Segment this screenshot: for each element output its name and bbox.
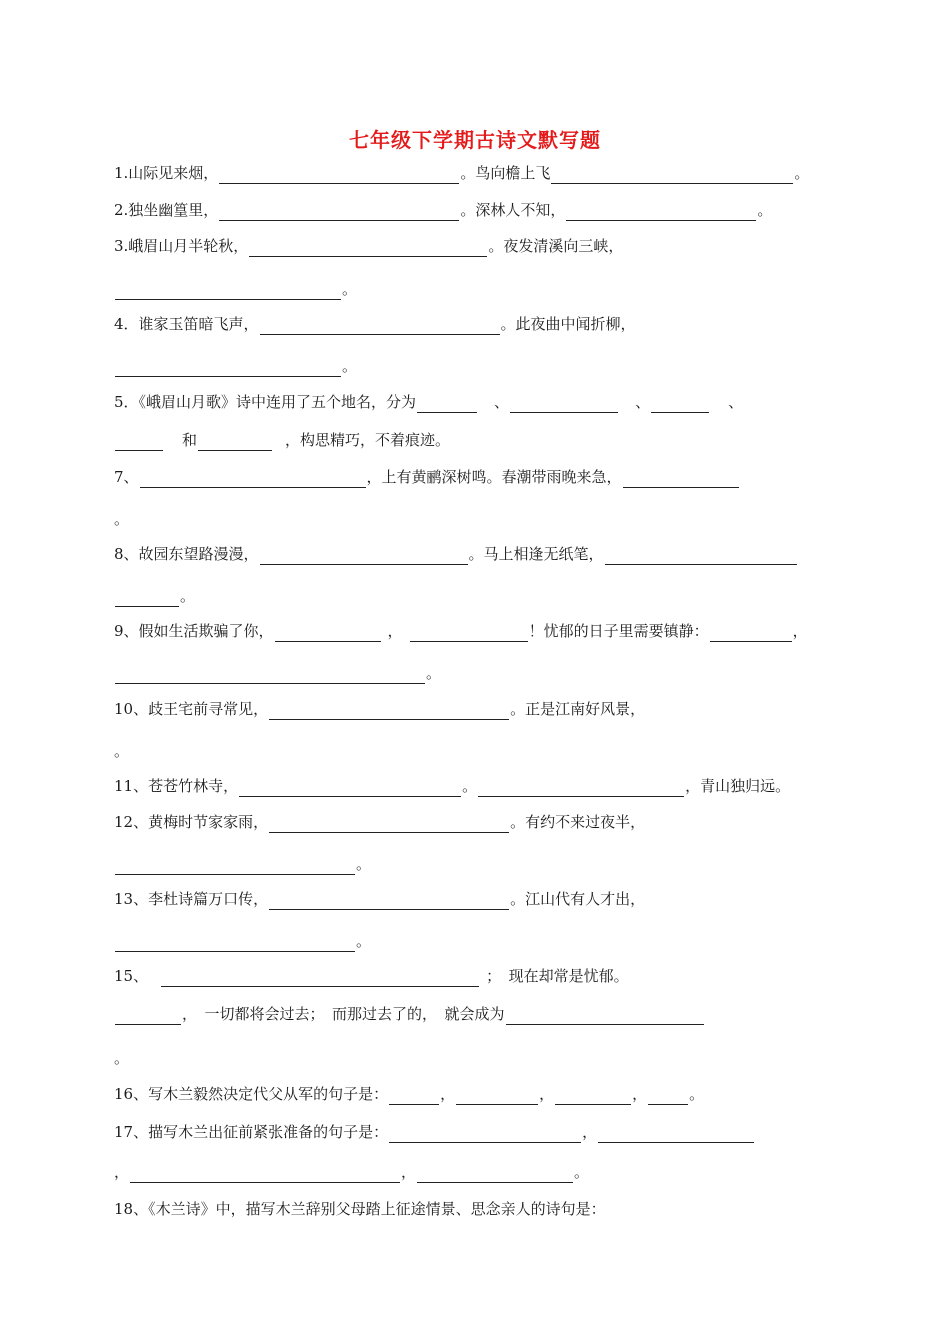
answer-blank[interactable] bbox=[260, 549, 468, 565]
question-text: 、 bbox=[635, 393, 651, 411]
answer-blank[interactable] bbox=[275, 626, 381, 642]
question-text: ， bbox=[539, 1085, 555, 1103]
question-text: 17、描写木兰出征前紧张准备的句子是： bbox=[114, 1123, 389, 1141]
question-text: 5．《峨眉山月歌》诗中连用了五个地名，分为 bbox=[114, 393, 417, 411]
question-15-continued bbox=[114, 1003, 705, 1025]
question-text: 。夜发清溪向三峡， bbox=[488, 237, 624, 255]
answer-blank[interactable] bbox=[269, 704, 509, 720]
question-text: 15、 bbox=[114, 967, 149, 985]
question-1 bbox=[114, 162, 809, 184]
question-text: 。 bbox=[794, 164, 810, 182]
answer-blank[interactable] bbox=[389, 1089, 439, 1105]
question-15 bbox=[114, 965, 629, 987]
answer-blank[interactable] bbox=[478, 781, 684, 797]
question-text: 。 bbox=[114, 1049, 130, 1067]
question-text: ， bbox=[582, 1123, 598, 1141]
question-16 bbox=[114, 1083, 704, 1105]
page-title: 七年级下学期古诗文默写题 bbox=[349, 128, 601, 152]
answer-blank[interactable] bbox=[410, 626, 528, 642]
answer-blank[interactable] bbox=[115, 1009, 181, 1025]
answer-blank[interactable] bbox=[269, 894, 509, 910]
answer-blank[interactable] bbox=[115, 361, 341, 377]
answer-blank[interactable] bbox=[417, 1167, 573, 1183]
question-text: 16、写木兰毅然决定代父从军的句子是： bbox=[114, 1085, 389, 1103]
question-text: 和 bbox=[182, 431, 198, 449]
question-text: 10、歧王宅前寻常见， bbox=[114, 700, 269, 718]
answer-blank[interactable] bbox=[198, 435, 272, 451]
question-5 bbox=[114, 391, 743, 413]
question-9 bbox=[114, 620, 808, 642]
question-8 bbox=[114, 543, 798, 565]
question-text: 。 bbox=[114, 742, 130, 760]
question-text: 7、 bbox=[114, 468, 139, 486]
question-text: 。鸟向檐上飞 bbox=[460, 164, 551, 182]
answer-blank[interactable] bbox=[551, 168, 793, 184]
question-text: 。 bbox=[462, 777, 478, 795]
question-8-continued bbox=[114, 585, 195, 607]
question-7 bbox=[114, 466, 740, 488]
answer-blank[interactable] bbox=[140, 472, 366, 488]
answer-blank[interactable] bbox=[115, 435, 163, 451]
question-text: ！忧郁的日子里需要镇静： bbox=[528, 622, 709, 640]
question-13 bbox=[114, 888, 645, 910]
question-17-continued bbox=[114, 1161, 589, 1183]
answer-blank[interactable] bbox=[651, 397, 709, 413]
answer-blank[interactable] bbox=[566, 205, 756, 221]
answer-blank[interactable] bbox=[510, 397, 618, 413]
question-18 bbox=[114, 1198, 606, 1220]
question-text: ，上有黄鹂深树鸣。春潮带雨晚来急， bbox=[366, 468, 622, 486]
question-13-continued bbox=[114, 930, 371, 952]
question-text: 8、故园东望路漫漫， bbox=[114, 545, 259, 563]
question-text: 11、苍苍竹林寺， bbox=[114, 777, 239, 795]
question-15-end bbox=[114, 1047, 129, 1069]
question-text: 。 bbox=[114, 510, 130, 528]
question-4-continued bbox=[114, 355, 357, 377]
question-text: 。 bbox=[574, 1163, 590, 1181]
answer-blank[interactable] bbox=[115, 284, 341, 300]
answer-blank[interactable] bbox=[115, 591, 179, 607]
question-text: ， bbox=[387, 622, 403, 640]
question-10 bbox=[114, 698, 645, 720]
question-text: 13、李杜诗篇万口传， bbox=[114, 890, 269, 908]
question-text: ， bbox=[632, 1085, 648, 1103]
question-text: 、 bbox=[728, 393, 744, 411]
question-text: 。 bbox=[689, 1085, 705, 1103]
answer-blank[interactable] bbox=[219, 205, 459, 221]
answer-blank[interactable] bbox=[623, 472, 739, 488]
question-text: 。深林人不知， bbox=[460, 201, 566, 219]
question-text: 2.独坐幽篁里， bbox=[114, 201, 219, 219]
question-text: ， bbox=[401, 1163, 417, 1181]
question-7-continued bbox=[114, 508, 129, 530]
question-text: 4．谁家玉笛暗飞声， bbox=[114, 315, 259, 333]
answer-blank[interactable] bbox=[605, 549, 797, 565]
question-text: 12、黄梅时节家家雨， bbox=[114, 813, 269, 831]
question-5-continued bbox=[114, 429, 450, 451]
question-text: 。 bbox=[180, 587, 196, 605]
question-text: 。 bbox=[426, 664, 442, 682]
answer-blank[interactable] bbox=[269, 817, 509, 833]
answer-blank[interactable] bbox=[130, 1167, 400, 1183]
question-text: ， bbox=[440, 1085, 456, 1103]
question-text: 。 bbox=[757, 201, 773, 219]
question-text: ； 现在却常是忧郁。 bbox=[486, 967, 629, 985]
question-11 bbox=[114, 775, 790, 797]
question-text: ， bbox=[114, 1163, 130, 1181]
question-text: 。有约不来过夜半， bbox=[510, 813, 646, 831]
answer-blank[interactable] bbox=[506, 1009, 704, 1025]
answer-blank[interactable] bbox=[598, 1127, 754, 1143]
question-12-continued bbox=[114, 853, 371, 875]
question-4 bbox=[114, 313, 636, 335]
question-text: 9、假如生活欺骗了你， bbox=[114, 622, 274, 640]
answer-blank[interactable] bbox=[115, 668, 425, 684]
question-17 bbox=[114, 1121, 755, 1143]
question-text: 、 bbox=[494, 393, 510, 411]
question-3-continued bbox=[114, 278, 357, 300]
answer-blank[interactable] bbox=[260, 319, 500, 335]
question-text: 3.峨眉山月半轮秋， bbox=[114, 237, 249, 255]
answer-blank[interactable] bbox=[555, 1089, 631, 1105]
question-text: 。 bbox=[342, 357, 358, 375]
answer-blank[interactable] bbox=[115, 936, 355, 952]
question-text: ， bbox=[792, 622, 808, 640]
answer-blank[interactable] bbox=[249, 241, 487, 257]
question-text: ，青山独归远。 bbox=[685, 777, 791, 795]
question-10-continued bbox=[114, 740, 129, 762]
answer-blank[interactable] bbox=[417, 397, 477, 413]
question-12 bbox=[114, 811, 645, 833]
answer-blank[interactable] bbox=[161, 971, 479, 987]
question-text: 。此夜曲中闻折柳， bbox=[500, 315, 636, 333]
answer-blank[interactable] bbox=[115, 859, 355, 875]
answer-blank[interactable] bbox=[239, 781, 461, 797]
question-text: 。 bbox=[356, 855, 372, 873]
answer-blank[interactable] bbox=[389, 1127, 581, 1143]
question-2 bbox=[114, 199, 772, 221]
question-text: 。正是江南好风景， bbox=[510, 700, 646, 718]
answer-blank[interactable] bbox=[710, 626, 792, 642]
question-text: ，构思精巧，不着痕迹。 bbox=[285, 431, 451, 449]
question-text: 。江山代有人才出， bbox=[510, 890, 646, 908]
answer-blank[interactable] bbox=[219, 168, 459, 184]
question-text: 1.山际见来烟， bbox=[114, 164, 219, 182]
question-text: 。马上相逢无纸笔， bbox=[468, 545, 604, 563]
question-text: 。 bbox=[342, 280, 358, 298]
question-3 bbox=[114, 235, 623, 257]
question-text: ， 一切都将会过去； 而那过去了的， 就会成为 bbox=[182, 1005, 505, 1023]
question-9-continued bbox=[114, 662, 441, 684]
question-text: 18、《木兰诗》中，描写木兰辞别父母踏上征途情景、思念亲人的诗句是： bbox=[114, 1200, 606, 1218]
answer-blank[interactable] bbox=[648, 1089, 688, 1105]
answer-blank[interactable] bbox=[456, 1089, 538, 1105]
question-text: 。 bbox=[356, 932, 372, 950]
